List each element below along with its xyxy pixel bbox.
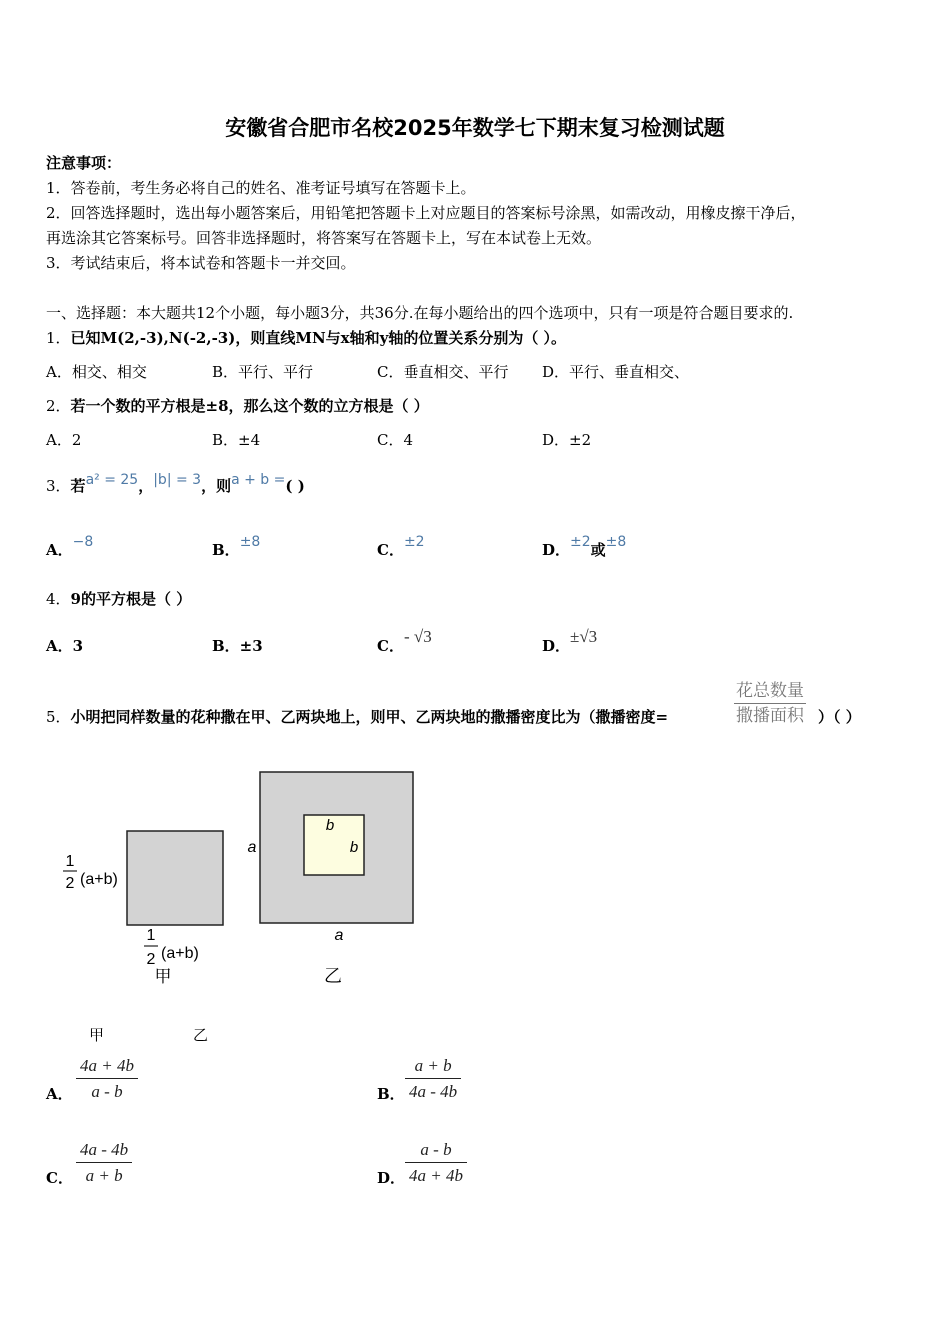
q5-option-a-label: A． (46, 1085, 73, 1103)
yi-a-bottom: a (334, 927, 344, 944)
formula-abs-b: |b| = 3 (153, 472, 202, 488)
question-stem: 小明把同样数量的花种撒在甲、乙两块地上，则甲、乙两块地的撒播密度比为（撒播密度= (70, 708, 669, 726)
field-jia (127, 831, 223, 925)
yi-label: 乙 (324, 966, 342, 986)
q4-option-d: D．±√3 (542, 627, 598, 655)
question-number: 1． (46, 329, 71, 347)
q1-option-c: C．垂直相交、平行 (377, 363, 509, 381)
caption-jia: 甲 (89, 1026, 105, 1044)
q3-option-a: A．−8 (46, 534, 94, 559)
jia-bottom-expr: (a+b) (161, 945, 199, 962)
jia-side-num: 1 (65, 853, 75, 870)
notice-item-2-line2: 再选涂其它答案标号。回答非选择题时，将答案写在答题卡上，写在本试卷上无效。 (46, 229, 602, 247)
q3-option-b: B．±8 (212, 534, 261, 559)
question-number: 3． (46, 477, 71, 495)
q5-option-d-label: D． (377, 1169, 406, 1187)
q5-figure (0, 760, 460, 1000)
question-2 (46, 395, 429, 416)
yi-b-right: b (349, 839, 359, 856)
caption-yi: 乙 (193, 1026, 209, 1044)
formula-a-plus-b: a + b = (231, 472, 286, 488)
q1-option-a: A．相交、相交 (46, 363, 147, 381)
notice-item-3: 3．考试结束后，将本试卷和答题卡一并交回。 (46, 254, 356, 272)
jia-label: 甲 (154, 967, 172, 986)
section-heading: 一、选择题：本大题共12个小题，每小题3分，共36分.在每小题给出的四个选项中，只有一项是符合题目要求的. (46, 304, 794, 322)
question-4 (46, 588, 191, 609)
q2-option-d: D．±2 (542, 431, 592, 449)
density-fraction: 花总数量 撒播面积 (736, 681, 804, 726)
formula-a-squared: a² = 25 (85, 472, 139, 488)
q5-option-c-fraction: $\frac{4a - 4b}{a + b}$ (76, 1138, 132, 1189)
q4-option-a: A．3 (46, 637, 84, 655)
jia-side-den: 2 (65, 875, 75, 892)
q5-option-b-fraction: $\frac{a + b}{4a - 4b}$ (405, 1054, 461, 1105)
page-title: 安徽省合肥市名校2025年数学七下期末复习检测试题 (225, 116, 725, 140)
question-stem: 已知M(2,-3),N(-2,-3)，则直线MN与x轴和y轴的位置关系分别为（ ）。 (70, 329, 567, 347)
question-stem: 9的平方根是（ ） (70, 590, 192, 608)
q5-option-c-label: C． (46, 1169, 73, 1187)
q3-option-d: D．±2或±8 (542, 534, 627, 559)
yi-a-left: a (247, 839, 257, 856)
q2-option-c: C．4 (377, 431, 414, 449)
question-number: 2． (46, 397, 71, 415)
question-5-tail: ）（ ） (818, 708, 861, 726)
question-number: 4． (46, 590, 71, 608)
q1-option-d: D．平行、垂直相交、 (542, 363, 690, 381)
q5-option-a-fraction: $\frac{4a + 4b}{a - b}$ (76, 1054, 138, 1105)
jia-bottom-den: 2 (146, 951, 156, 968)
yi-b-top: b (325, 817, 335, 834)
notice-item-1: 1．答卷前，考生务必将自己的姓名、准考证号填写在答题卡上。 (46, 179, 476, 197)
q3-option-c: C．±2 (377, 534, 425, 559)
question-3: 3．若a² = 25，|b| = 3，则a + b =( ) (46, 472, 305, 495)
q5-option-d-fraction: $\frac{a - b}{4a + 4b}$ (405, 1138, 467, 1189)
q2-option-b: B．±4 (212, 431, 261, 449)
q5-option-b-label: B． (377, 1085, 405, 1103)
question-stem: 若一个数的平方根是±8，那么这个数的立方根是（ ） (70, 397, 429, 415)
notice-heading: 注意事项： (46, 154, 122, 172)
question-5 (46, 706, 668, 727)
jia-bottom-num: 1 (146, 927, 156, 944)
question-1 (46, 327, 566, 348)
question-number: 5． (46, 708, 71, 726)
q1-option-b: B．平行、平行 (212, 363, 314, 381)
notice-item-2-line1: 2．回答选择题时，选出每小题答案后，用铅笔把答题卡上对应题目的答案标号涂黑，如需改动，用橡皮擦干净后， (46, 204, 806, 222)
q4-option-c: C．- √3 (377, 627, 432, 655)
q2-option-a: A．2 (46, 431, 82, 449)
jia-side-expr: (a+b) (80, 871, 118, 888)
q4-option-b: B．±3 (212, 637, 263, 655)
